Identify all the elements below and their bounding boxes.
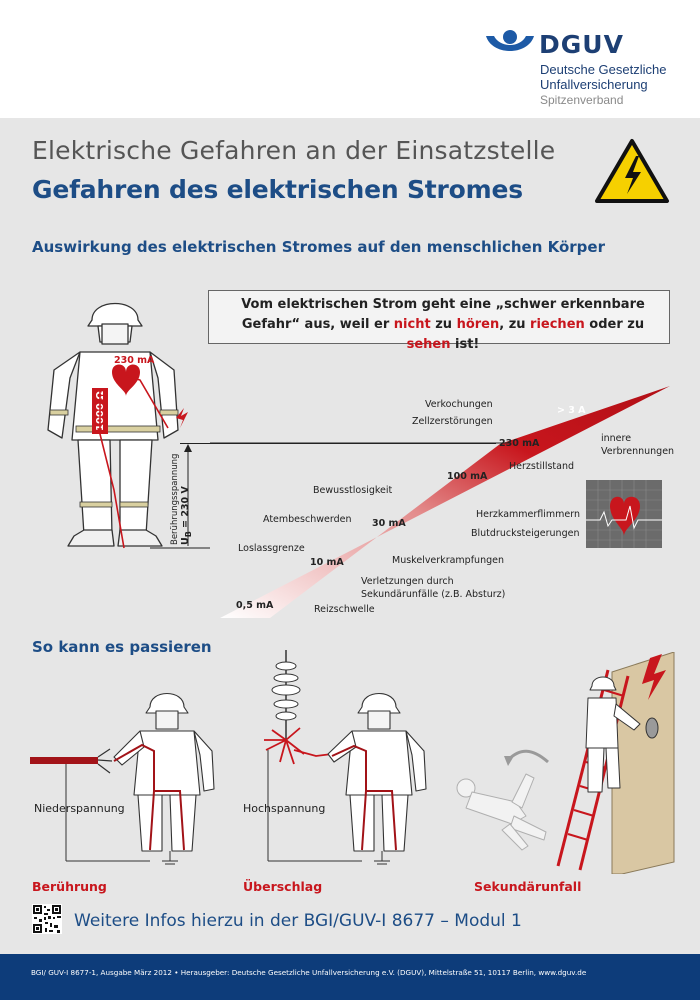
effect-label: Muskelverkrampfungen: [392, 555, 504, 566]
effect-label: Herzstillstand: [509, 461, 575, 472]
title-line2: Gefahren des elektrischen Stromes: [32, 175, 523, 204]
dguv-logo-icon: [486, 30, 534, 60]
high-voltage-label: Hochspannung: [243, 802, 326, 815]
warning-text: [218, 295, 668, 355]
logo-wordmark: DGUV: [539, 30, 624, 59]
warning-word-riechen: riechen: [530, 317, 585, 332]
effect-label: Sekundärunfälle (z.B. Absturz): [361, 589, 506, 600]
section-heading-effects: Auswirkung des elektrischen Stromes auf den menschlichen Körper: [32, 238, 605, 256]
section-heading-scenarios: So kann es passieren: [32, 638, 212, 656]
level-label: 0,5 mA: [236, 600, 274, 611]
footer-bar: [0, 954, 700, 1000]
voltage-symbol: U: [180, 537, 191, 545]
threshold-line: [180, 443, 496, 444]
footer-text: BGI/ GUV-I 8677-1, Ausgabe März 2012 • Herausgeber: Deutsche Gesetzliche Unfallversicherung e.V. (DGUV), Mittelstraße 51, 10117 Berlin, www.dguv.de: [31, 968, 587, 977]
level-label: 230 mA: [499, 438, 540, 449]
effect-label: Verbrennungen: [601, 446, 675, 457]
warning-word-hoeren: hören: [456, 317, 500, 332]
level-label: 30 mA: [372, 518, 406, 529]
logo-line3: Spitzenverband: [540, 93, 624, 107]
qr-code-icon[interactable]: [32, 904, 62, 934]
effect-label: Zellzerstörungen: [412, 416, 493, 427]
effect-label: Loslassgrenze: [238, 543, 305, 554]
high-voltage-warning-icon: [594, 138, 670, 204]
warning-text-part: Vom elektrischen Strom geht eine „schwer erkennbare Gefahr“ aus, weil er: [241, 297, 645, 332]
effect-label: Atembeschwerden: [263, 514, 352, 525]
warning-text-part: , zu: [499, 317, 531, 332]
warning-word-nicht: nicht: [393, 317, 431, 332]
warning-text-part: oder zu: [584, 317, 645, 332]
scenario-secondary-accident-figure: [452, 652, 680, 874]
warning-word-sehen: sehen: [406, 337, 451, 352]
effect-label: Bewusstlosigkeit: [313, 485, 393, 496]
case-label-flashover: Überschlag: [243, 879, 323, 894]
warning-text-part: zu: [430, 317, 457, 332]
current-label: 230 mA: [114, 355, 155, 366]
effect-label: Blutdrucksteigerungen: [471, 528, 580, 539]
logo-line1: Deutsche Gesetzliche: [540, 62, 667, 77]
level-label: 100 mA: [447, 471, 488, 482]
ecg-heart-icon: [586, 480, 662, 548]
info-reference: Weitere Infos hierzu in der BGI/GUV-I 8677 – Modul 1: [74, 911, 522, 931]
logo-line2: Unfallversicherung: [540, 77, 648, 92]
level-label: 10 mA: [310, 557, 344, 568]
effect-label: Herzkammerflimmern: [476, 509, 581, 520]
voltage-subscript: B: [183, 531, 193, 538]
effect-label: Verletzungen durch: [361, 576, 454, 587]
voltage-number: = 230 V: [180, 486, 191, 532]
scenario-flashover-figure: [236, 650, 446, 870]
low-voltage-label: Niederspannung: [34, 802, 125, 815]
voltage-label: Berührungsspannung: [170, 453, 180, 545]
effect-label: Reizschwelle: [314, 604, 375, 615]
case-label-touch: Berührung: [32, 879, 107, 894]
effect-label: Verkochungen: [425, 399, 493, 410]
resistance-label: 1000 Ω: [95, 391, 106, 431]
level-label: > 3 A: [557, 405, 586, 416]
case-label-secondary: Sekundärunfall: [474, 879, 582, 894]
voltage-value: [180, 486, 193, 545]
title-line1: Elektrische Gefahren an der Einsatzstelle: [32, 136, 556, 165]
effect-label: innere: [601, 433, 632, 444]
warning-text-part: ist!: [450, 337, 480, 352]
scenario-touch-figure: [30, 685, 230, 870]
